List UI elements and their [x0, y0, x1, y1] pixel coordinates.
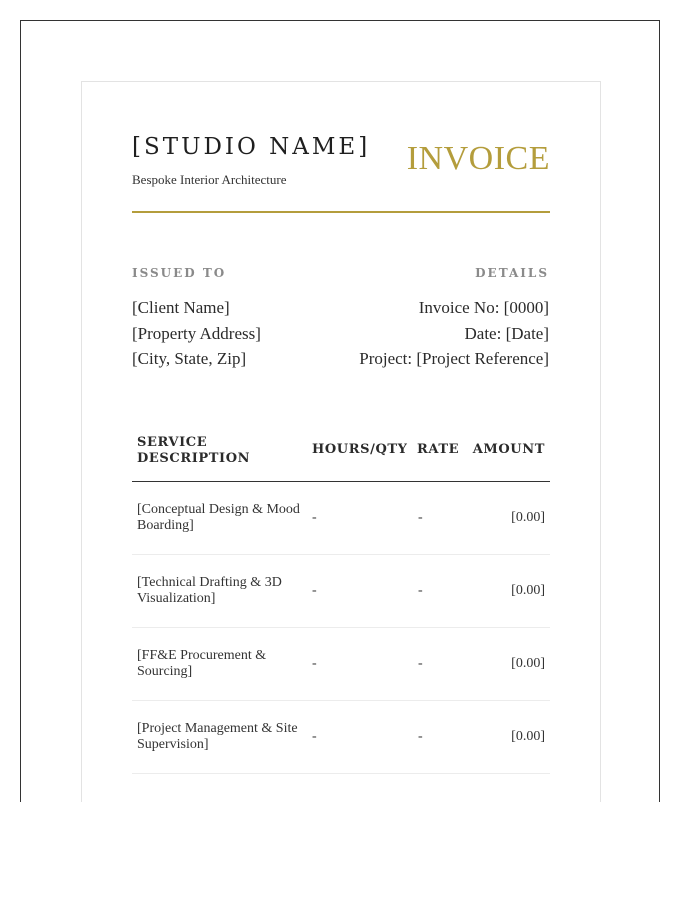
row-amount: [0.00] [511, 583, 545, 598]
issued-to-label: ISSUED TO [132, 266, 227, 280]
row-description: [Project Management & Site Supervision] [137, 721, 298, 752]
table-row [132, 555, 550, 628]
table-row [132, 701, 550, 774]
header-divider [132, 211, 550, 213]
row-description: [Conceptual Design & Mood Boarding] [137, 502, 300, 533]
row-rate: - [418, 729, 423, 744]
table-row [132, 628, 550, 701]
invoice-header [132, 134, 550, 214]
issued-to-block [132, 295, 261, 372]
column-header-amount: AMOUNT [472, 442, 545, 457]
row-description: [Technical Drafting & 3D Visualization] [137, 575, 282, 606]
invoice-title: INVOICE [406, 140, 550, 177]
studio-tagline: Bespoke Interior Architecture [132, 172, 287, 187]
city-state-zip: [City, State, Zip] [132, 349, 247, 368]
row-rate: - [418, 656, 423, 671]
table-row [132, 482, 550, 555]
project-reference: Project: [Project Reference] [359, 349, 549, 368]
row-hours: - [312, 656, 317, 671]
services-table [132, 422, 550, 774]
details-label: DETAILS [475, 266, 549, 280]
row-amount: [0.00] [511, 729, 545, 744]
row-hours: - [312, 583, 317, 598]
client-name: [Client Name] [132, 298, 230, 317]
details-block [359, 295, 549, 372]
studio-name: [STUDIO NAME] [132, 134, 371, 160]
invoice-date: Date: [Date] [464, 323, 549, 343]
column-header-rate: RATE [417, 442, 460, 457]
invoice-number: Invoice No: [0000] [418, 298, 549, 317]
table-header [132, 422, 550, 482]
column-header-hours: HOURS/QTY [312, 442, 408, 457]
column-header-service: SERVICE DESCRIPTION [137, 435, 251, 466]
row-hours: - [312, 729, 317, 744]
row-amount: [0.00] [511, 510, 545, 525]
row-rate: - [418, 583, 423, 598]
property-address: [Property Address] [132, 323, 261, 343]
row-description: [FF&E Procurement & Sourcing] [137, 648, 267, 679]
row-rate: - [418, 510, 423, 525]
invoice-page [81, 81, 601, 802]
row-hours: - [312, 510, 317, 525]
row-amount: [0.00] [511, 656, 545, 671]
